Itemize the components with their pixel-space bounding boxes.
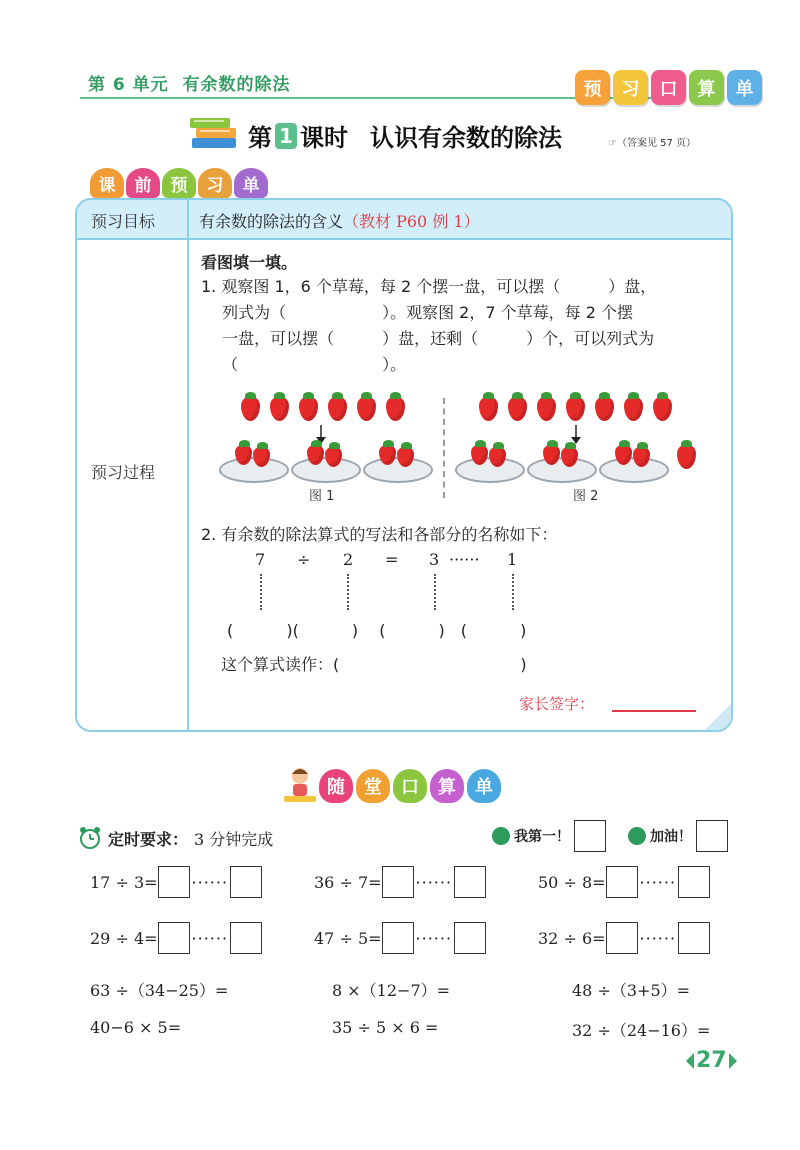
brand-char: 预 [575, 70, 610, 105]
figure-2 [455, 395, 700, 505]
question-1-line: （ ）。 [201, 355, 407, 374]
strawberry [270, 397, 289, 421]
goal-label: 预习目标 [91, 212, 156, 231]
parent-signature-label: 家长签字： [519, 695, 595, 713]
answer-reference: ☞（答案见 57 页） [608, 138, 697, 149]
tag-char: 算 [430, 769, 464, 803]
strawberry [479, 397, 498, 421]
prev-arrow-icon [686, 1053, 694, 1069]
remainder-problem: 50 ÷ 8= ······ [538, 866, 710, 898]
mixed-problem[interactable]: 32 ÷（24−16）= [572, 1021, 711, 1040]
lesson-prefix: 第 [248, 124, 272, 152]
brand-char: 习 [613, 70, 648, 105]
problem-text: 17 ÷ 3= [90, 872, 158, 892]
mixed-problem[interactable]: 48 ÷（3+5）= [572, 981, 691, 1000]
preview-box [75, 198, 733, 732]
strawberry [595, 397, 614, 421]
tag-char: 堂 [356, 769, 390, 803]
goal-description: 有余数的除法的含义 [199, 212, 344, 231]
unit-title: 有余数的除法 [182, 75, 291, 95]
kid-pencil-icon [284, 766, 316, 806]
vertical-dots [260, 574, 262, 610]
page-number-text: 27 [696, 1048, 727, 1073]
goal-textbook-ref: （教材 P60 例 1） [343, 212, 480, 231]
quotient-box[interactable] [382, 922, 414, 954]
question-1-line: 一盘，可以摆（ ）盘，还剩（ ）个，可以列式为 [201, 329, 655, 348]
remainder-box[interactable] [678, 866, 710, 898]
question-1-line: 1. 观察图 1，6 个草莓，每 2 个摆一盘，可以摆（ ）盘， [201, 277, 657, 296]
strawberry [653, 397, 672, 421]
tag-char: 随 [319, 769, 353, 803]
remainder-box[interactable] [678, 922, 710, 954]
next-arrow-icon [729, 1053, 737, 1069]
tag-char: 单 [234, 168, 268, 198]
strawberry [508, 397, 527, 421]
strawberry [299, 397, 318, 421]
column-divider [187, 200, 189, 730]
brand-logo [575, 70, 762, 105]
question-2-text: 2. 有余数的除法算式的写法和各部分的名称如下： [201, 525, 558, 544]
figure-1-caption: 图 1 [309, 489, 335, 504]
tag-char: 预 [162, 168, 196, 198]
remainder-box[interactable] [230, 866, 262, 898]
cheer-icon [628, 827, 646, 845]
mixed-problem[interactable]: 63 ÷（34−25）= [90, 981, 229, 1000]
equation-divide-sign: ÷ [297, 550, 311, 569]
equation-quotient: 3 [429, 550, 440, 569]
equation-divisor: 2 [343, 550, 354, 569]
process-label: 预习过程 [91, 463, 156, 482]
tag-char: 课 [90, 168, 124, 198]
brand-char: 口 [651, 70, 686, 105]
books-icon [188, 114, 240, 150]
vertical-dots [512, 574, 514, 610]
unit-header [88, 70, 291, 95]
strawberry [624, 397, 643, 421]
lesson-title [248, 118, 562, 153]
remainder-problem: 47 ÷ 5= ······ [314, 922, 486, 954]
quotient-box[interactable] [606, 866, 638, 898]
quotient-box[interactable] [158, 922, 190, 954]
tag-char: 单 [467, 769, 501, 803]
alarm-clock-icon [78, 826, 102, 850]
tag-char: 习 [198, 168, 232, 198]
equation-equals: = [385, 550, 399, 569]
timer-text: 3 分钟完成 [194, 829, 274, 849]
lesson-number-badge: 1 [275, 123, 297, 149]
problem-text: 32 ÷ 6= [538, 928, 606, 948]
mixed-problem[interactable]: 8 ×（12−7）= [332, 981, 451, 1000]
fill-prompt: 看图填一填。 [201, 253, 298, 272]
read-as-blank[interactable]: 这个算式读作：( ) [221, 655, 527, 674]
lesson-suffix: 课时 [300, 124, 348, 152]
strawberry [566, 397, 585, 421]
remainder-box[interactable] [454, 866, 486, 898]
vertical-dots [347, 574, 349, 610]
remainder-problem: 17 ÷ 3= ······ [90, 866, 262, 898]
figure-2-caption: 图 2 [573, 489, 599, 504]
figure-1 [217, 395, 432, 505]
tag-char: 前 [126, 168, 160, 198]
vertical-dots [434, 574, 436, 610]
quotient-box[interactable] [606, 922, 638, 954]
cheer-checkbox[interactable] [696, 820, 728, 852]
problem-text: 50 ÷ 8= [538, 872, 606, 892]
equation-remainder: 1 [507, 550, 518, 569]
part-name-blanks[interactable]: ( )( ) ( ) ( ) [227, 621, 527, 640]
strawberry [328, 397, 347, 421]
problem-text: 47 ÷ 5= [314, 928, 382, 948]
header-rule [80, 97, 660, 99]
strawberry [241, 397, 260, 421]
oral-calc-tag [284, 766, 501, 806]
remainder-box[interactable] [230, 922, 262, 954]
timer-requirement [78, 826, 273, 850]
equation-dividend: 7 [255, 550, 266, 569]
brand-char: 算 [689, 70, 724, 105]
tag-char: 口 [393, 769, 427, 803]
quotient-box[interactable] [158, 866, 190, 898]
challenge-row [492, 820, 728, 852]
first-checkbox[interactable] [574, 820, 606, 852]
page-number [686, 1048, 737, 1073]
remainder-problem: 29 ÷ 4= ······ [90, 922, 262, 954]
question-1-line: 列式为（ ）。观察图 2，7 个草莓，每 2 个摆 [201, 303, 633, 322]
strawberry [386, 397, 405, 421]
preview-sheet-tag [90, 168, 268, 198]
mixed-problem[interactable]: 40−6 × 5= [90, 1018, 182, 1037]
strawberry [357, 397, 376, 421]
goal-text [199, 209, 480, 232]
equation-ellipsis: ······ [449, 550, 480, 569]
problem-text: 29 ÷ 4= [90, 928, 158, 948]
unit-number: 第 6 单元 [88, 75, 169, 95]
brand-char: 单 [727, 70, 762, 105]
page-curl [703, 702, 733, 732]
first-label: 我第一！ [514, 829, 570, 845]
strawberry-leftover [677, 445, 696, 469]
remainder-box[interactable] [454, 922, 486, 954]
cheer-label: 加油！ [650, 829, 692, 845]
parent-signature-line[interactable] [612, 710, 696, 712]
lesson-topic: 认识有余数的除法 [370, 124, 562, 152]
mixed-problem[interactable]: 35 ÷ 5 × 6 = [332, 1018, 439, 1037]
remainder-problem: 36 ÷ 7= ······ [314, 866, 486, 898]
quotient-box[interactable] [382, 866, 414, 898]
strawberry [537, 397, 556, 421]
problem-text: 36 ÷ 7= [314, 872, 382, 892]
thumbs-up-icon [492, 827, 510, 845]
remainder-problem: 32 ÷ 6= ······ [538, 922, 710, 954]
timer-label: 定时要求： [108, 829, 189, 849]
figure-divider [443, 398, 445, 498]
